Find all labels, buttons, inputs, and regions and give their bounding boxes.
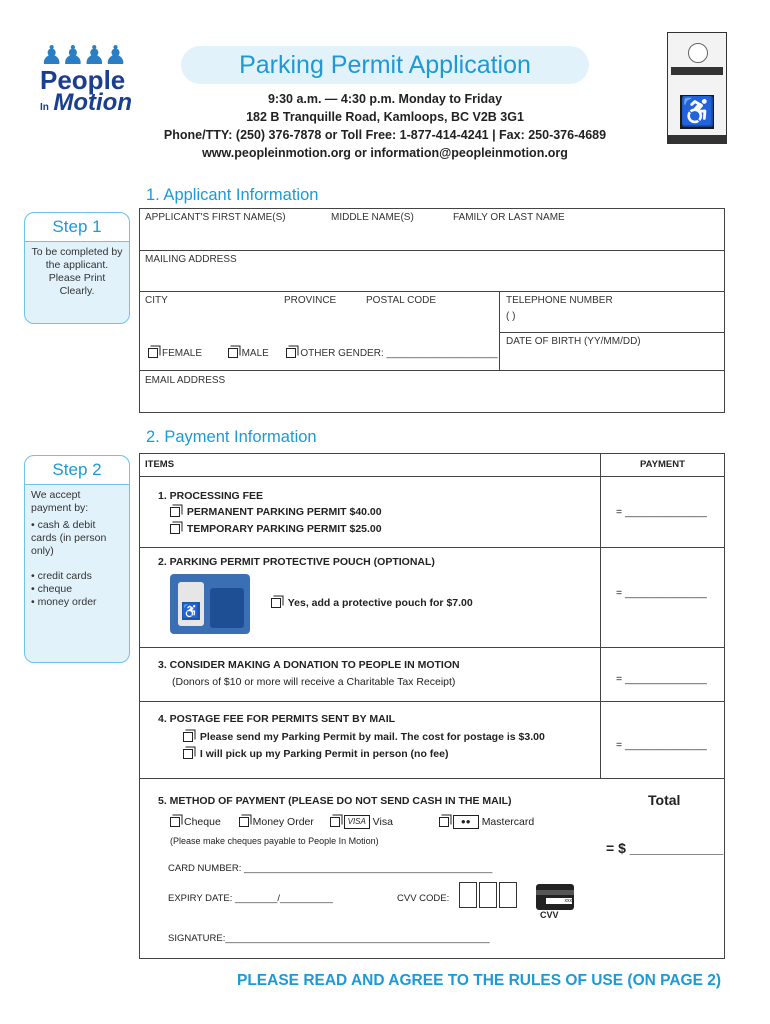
- payment-method-money-order: • money order: [31, 596, 97, 608]
- gender-row: [148, 348, 498, 359]
- city-field[interactable]: CITY: [145, 295, 168, 306]
- wheelchair-icon: ♿: [680, 96, 715, 127]
- item1-title: 1. PROCESSING FEE: [158, 490, 264, 502]
- cvv-code-label: CVV CODE:: [397, 893, 450, 904]
- postal-code-field[interactable]: POSTAL CODE: [366, 295, 437, 306]
- other-gender-label[interactable]: OTHER GENDER: ____________________: [300, 348, 498, 359]
- web-info: www.peopleinmotion.org or information@peopleinmotion.org: [202, 146, 568, 160]
- item1-payment-field[interactable]: = ______________: [616, 506, 707, 518]
- male-label: MALE: [241, 348, 269, 359]
- item4-title: 4. POSTAGE FEE FOR PERMITS SENT BY MAIL: [158, 713, 396, 725]
- item4-mail: Please send my Parking Permit by mail. The cost for postage is $3.00: [183, 731, 545, 743]
- col-items: ITEMS: [145, 459, 175, 470]
- money-order-checkbox[interactable]: [239, 817, 249, 827]
- step2-title: Step 2: [25, 456, 129, 485]
- cheque-checkbox[interactable]: [170, 817, 180, 827]
- mastercard-label: Mastercard: [481, 815, 535, 828]
- pickup-permit-checkbox[interactable]: [183, 749, 193, 759]
- item3-payment-field[interactable]: = ______________: [616, 673, 707, 685]
- step2-box: [24, 455, 130, 663]
- item2-pouch: Yes, add a protective pouch for $7.00: [271, 597, 473, 609]
- pouch-wheelchair-icon: ♿: [182, 603, 200, 619]
- applicant-info-table: [139, 208, 725, 413]
- logo-line2: In: [40, 102, 49, 113]
- telephone-parens: ( ): [506, 311, 516, 322]
- cheque-note: (Please make cheques payable to People In Motion): [170, 836, 379, 846]
- mastercard-checkbox[interactable]: [439, 817, 449, 827]
- office-address: 182 B Tranquille Road, Kamloops, BC V2B 3G1: [246, 110, 524, 124]
- female-label: FEMALE: [162, 348, 203, 359]
- people-in-motion-logo: [40, 42, 140, 134]
- cheque-label: Cheque: [184, 815, 221, 828]
- total-label: Total: [648, 792, 681, 808]
- payment-method-row: [170, 815, 534, 829]
- item3-note: (Donors of $10 or more will receive a Charitable Tax Receipt): [172, 676, 456, 688]
- phone-info: Phone/TTY: (250) 376-7878 or Toll Free: 1-877-414-4241 | Fax: 250-376-4689: [163, 128, 607, 142]
- middle-name-field[interactable]: MIDDLE NAME(S): [331, 212, 414, 223]
- money-order-label: Money Order: [252, 815, 314, 828]
- payment-method-credit: • credit cards: [31, 570, 92, 582]
- mastercard-logo-icon: ●●: [453, 815, 479, 829]
- item4-pickup: I will pick up my Parking Permit in person (no fee): [183, 748, 448, 760]
- item5-title: 5. METHOD OF PAYMENT (PLEASE DO NOT SEND CASH IN THE MAIL): [158, 795, 512, 807]
- step1-title: Step 1: [25, 213, 129, 242]
- visa-logo-icon: VISA: [344, 815, 370, 829]
- contact-info: [140, 90, 630, 162]
- office-hours: 9:30 a.m. — 4:30 p.m. Monday to Friday: [267, 92, 503, 106]
- other-gender-checkbox[interactable]: [286, 348, 296, 358]
- item2-payment-field[interactable]: = ______________: [616, 587, 707, 599]
- pouch-checkbox[interactable]: [271, 598, 281, 608]
- total-amount-field[interactable]: = $ ____________: [606, 840, 724, 856]
- permanent-permit-checkbox[interactable]: [170, 507, 180, 517]
- temporary-permit-checkbox[interactable]: [170, 524, 180, 534]
- col-payment: PAYMENT: [640, 459, 685, 470]
- male-checkbox[interactable]: [228, 348, 238, 358]
- item2-title: 2. PARKING PERMIT PROTECTIVE POUCH (OPTIONAL): [158, 556, 435, 568]
- last-name-field[interactable]: FAMILY OR LAST NAME: [453, 212, 565, 223]
- payment-method-cheque: • cheque: [31, 583, 73, 595]
- visa-label: Visa: [372, 815, 393, 828]
- email-field[interactable]: EMAIL ADDRESS: [145, 375, 226, 386]
- item1-permanent: PERMANENT PARKING PERMIT $40.00: [170, 506, 382, 518]
- people-figures-icon: ♟♟♟♟: [40, 40, 126, 70]
- item1-temporary: TEMPORARY PARKING PERMIT $25.00: [170, 523, 382, 535]
- payment-method-cash: • cash & debit cards (in person only): [31, 519, 107, 557]
- page-title: Parking Permit Application: [181, 46, 589, 84]
- section2-title: 2. Payment Information: [146, 428, 317, 446]
- visa-checkbox[interactable]: [330, 817, 340, 827]
- step1-text: To be completed by the applicant. Please Print Clearly.: [31, 246, 123, 297]
- mailing-address-field[interactable]: MAILING ADDRESS: [145, 254, 237, 265]
- card-number-field[interactable]: CARD NUMBER: _______________________________________________: [168, 863, 493, 874]
- rules-notice: PLEASE READ AND AGREE TO THE RULES OF USE (ON PAGE 2): [237, 972, 721, 989]
- logo-line3: Motion: [53, 89, 132, 116]
- item4-payment-field[interactable]: = ______________: [616, 739, 707, 751]
- section1-title: 1. Applicant Information: [146, 186, 319, 204]
- province-field[interactable]: PROVINCE: [284, 295, 337, 306]
- telephone-field[interactable]: TELEPHONE NUMBER: [506, 295, 613, 306]
- permit-hangtag-image: [667, 32, 727, 144]
- step1-box: [24, 212, 130, 324]
- cvv-label: CVV: [540, 910, 559, 920]
- payment-intro: We accept payment by:: [31, 489, 89, 514]
- date-of-birth-field[interactable]: DATE OF BIRTH (YY/MM/DD): [506, 336, 641, 347]
- step2-text: [25, 485, 129, 613]
- logo-line1: People: [40, 65, 126, 95]
- pouch-image: [170, 574, 250, 634]
- first-name-field[interactable]: APPLICANT'S FIRST NAME(S): [145, 212, 286, 223]
- signature-field[interactable]: SIGNATURE:__________________________________________________: [168, 933, 490, 944]
- credit-card-icon: xxx: [536, 884, 574, 910]
- cvv-input-boxes[interactable]: [459, 882, 519, 913]
- mail-permit-checkbox[interactable]: [183, 732, 193, 742]
- expiry-date-field[interactable]: EXPIRY DATE: ________/__________: [168, 893, 333, 904]
- item3-title: 3. CONSIDER MAKING A DONATION TO PEOPLE IN MOTION: [158, 659, 460, 671]
- female-checkbox[interactable]: [148, 348, 158, 358]
